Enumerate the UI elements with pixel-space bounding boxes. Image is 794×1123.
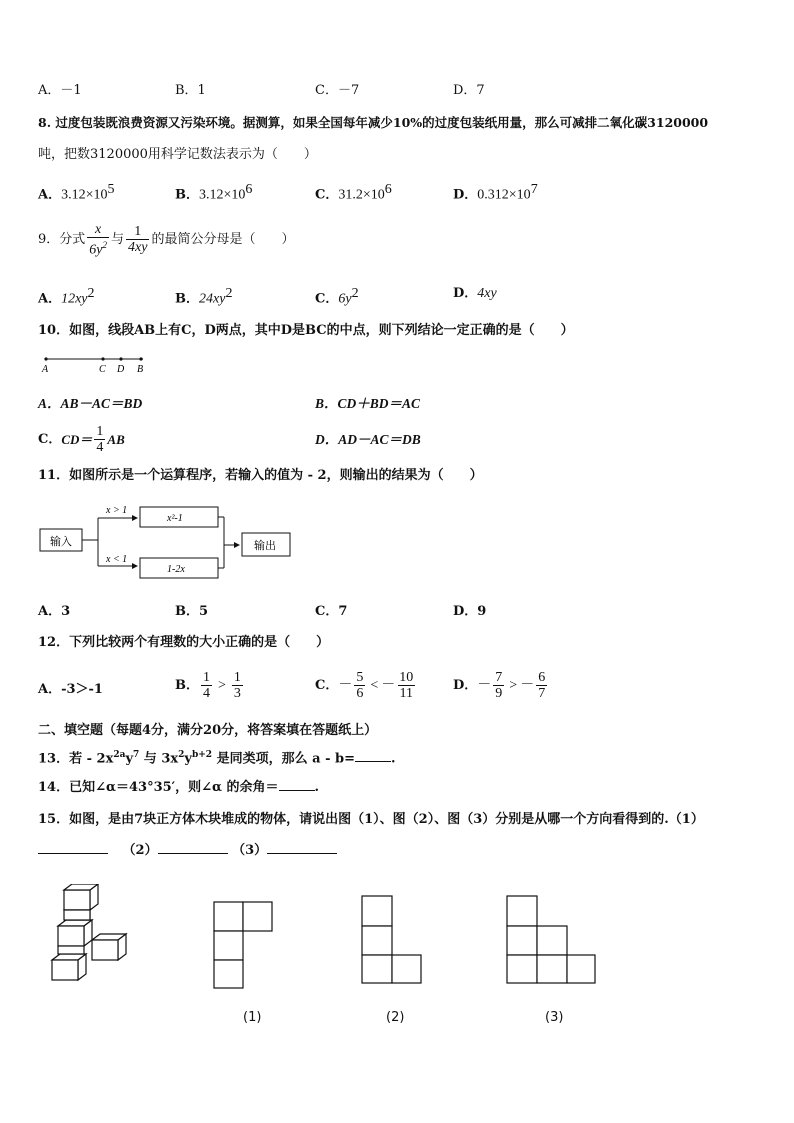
q8-option-b: B．$3.12\times 10^6$	[175, 182, 253, 203]
q10-stem: 10．如图，线段AB上有C，D两点，其中D是BC的中点，则下列结论一定正确的是（ ）	[38, 323, 574, 338]
q9-fraction-2: $\frac{1}{4xy}$	[128, 224, 148, 256]
q15-caption-3: (3)	[545, 1010, 564, 1025]
q15-view-2	[360, 894, 422, 984]
point-d	[119, 357, 122, 360]
q9-option-c: C．$6y^2$	[315, 286, 359, 307]
q8-option-c: C．$31.2\times 10^6$	[315, 182, 392, 203]
q9-stem-pre: 9．分式	[38, 232, 86, 248]
op-box-bottom-label: 1-2x	[167, 564, 185, 575]
q9-stem-mid: 与	[111, 232, 125, 248]
q15-stem-line2: （2） （3）	[38, 844, 337, 857]
point-a	[44, 357, 47, 360]
q9-fraction-1: $\frac{x}{6y^2}$	[89, 222, 107, 258]
q9-option-a: A．$12xy^2$	[38, 286, 95, 307]
cube-bottom	[52, 954, 86, 980]
q9-stem	[38, 222, 294, 258]
q15-answer-blank-3[interactable]	[267, 853, 337, 854]
op-box-top-label: x²-1	[167, 513, 183, 524]
section-2-heading: 二、填空题（每题4分，满分20分，将答案填在答题纸上）	[38, 723, 378, 738]
q15-answer-blank-2[interactable]	[158, 853, 228, 854]
q8-option-a: A．$3.12\times 10^5$	[38, 182, 115, 203]
q7-option-d: D．7	[453, 83, 485, 98]
q10-option-a: A．AB－AC＝BD	[38, 396, 143, 411]
q13-stem: 13．若 - $2x^{2a}y^7$ 与 $3x^2y^{b+2}$ 是同类项，那么 a - b= .	[38, 750, 396, 767]
q10-option-d: D．AD－AC＝DB	[315, 432, 421, 447]
q11-option-a: A．3	[38, 604, 71, 619]
output-label: 输出	[254, 540, 276, 552]
cube-top	[64, 884, 98, 910]
label-c: C	[99, 364, 106, 375]
q14-stem: 14．已知∠α＝43°35′，则∠α 的余角＝ .	[38, 780, 320, 795]
q9-option-d: D．4xy	[453, 286, 497, 301]
q12-option-c: C． － $\frac{5}{6}$ < － $\frac{10}{11}$	[315, 670, 414, 701]
q7-option-a: A．－1	[38, 83, 82, 98]
q10-segment-diagram	[40, 352, 170, 376]
q10-option-c: C． CD＝ $\frac{1}{4}$ AB	[38, 424, 125, 455]
q7-option-b: B．1	[175, 83, 206, 98]
q11-option-b: B．5	[175, 604, 209, 619]
q7-option-c: C．－7	[315, 83, 360, 98]
label-a: A	[42, 364, 49, 375]
point-c	[101, 357, 104, 360]
q11-stem: 11．如图所示是一个运算程序，若输入的值为 - 2，则输出的结果为（ ）	[38, 468, 483, 483]
q12-option-a: A．-3＞-1	[38, 682, 103, 697]
q13-answer-blank[interactable]	[355, 761, 391, 762]
q15-stem-line1: 15．如图，是由7块正方体木块堆成的物体，请说出图（1）、图（2）、图（3）分别是从哪一个方向看得到的.（1）	[38, 812, 704, 827]
point-b	[139, 357, 142, 360]
q11-option-d: D．9	[453, 604, 487, 619]
q15-cube-stack-figure	[48, 884, 148, 994]
q11-flowchart	[38, 502, 308, 584]
q15-caption-1: (1)	[243, 1010, 262, 1025]
q8-stem-line1: 8. 过度包装既浪费资源又污染环境。据测算，如果全国每年减少10%的过度包装纸用量，那么可减排二氧化碳3120000	[38, 115, 709, 130]
cube-bottom-back	[58, 946, 84, 954]
label-b: B	[137, 364, 144, 375]
q15-view-3	[505, 894, 597, 984]
condition-bottom: x < 1	[106, 554, 128, 565]
q14-answer-blank[interactable]	[279, 790, 315, 791]
q15-view-1	[212, 900, 274, 990]
q8-stem-line2: 吨，把数3120000用科学记数法表示为（ ）	[38, 147, 317, 162]
q15-caption-2: (2)	[386, 1010, 405, 1025]
cube-middle-top	[64, 910, 90, 920]
cube-middle	[58, 920, 92, 946]
q15-answer-blank-1[interactable]	[38, 853, 108, 854]
q12-option-d: D． － $\frac{7}{9}$ > － $\frac{6}{7}$	[453, 670, 546, 701]
q9-option-b: B．$24xy^2$	[175, 286, 233, 307]
q8-option-d: D．$0.312\times 10^7$	[453, 182, 538, 203]
q10-option-b: B．CD＋BD＝AC	[315, 396, 421, 411]
q12-stem: 12．下列比较两个有理数的大小正确的是（ ）	[38, 635, 330, 650]
cube-middle-right	[92, 934, 126, 960]
q11-option-c: C．7	[315, 604, 348, 619]
q9-stem-post: 的最简公分母是（ ）	[151, 232, 295, 248]
condition-top: x > 1	[106, 505, 128, 516]
input-label: 输入	[50, 536, 72, 548]
q12-option-b: B． $\frac{1}{4}$ > $\frac{1}{3}$	[175, 670, 241, 701]
label-d: D	[117, 364, 125, 375]
